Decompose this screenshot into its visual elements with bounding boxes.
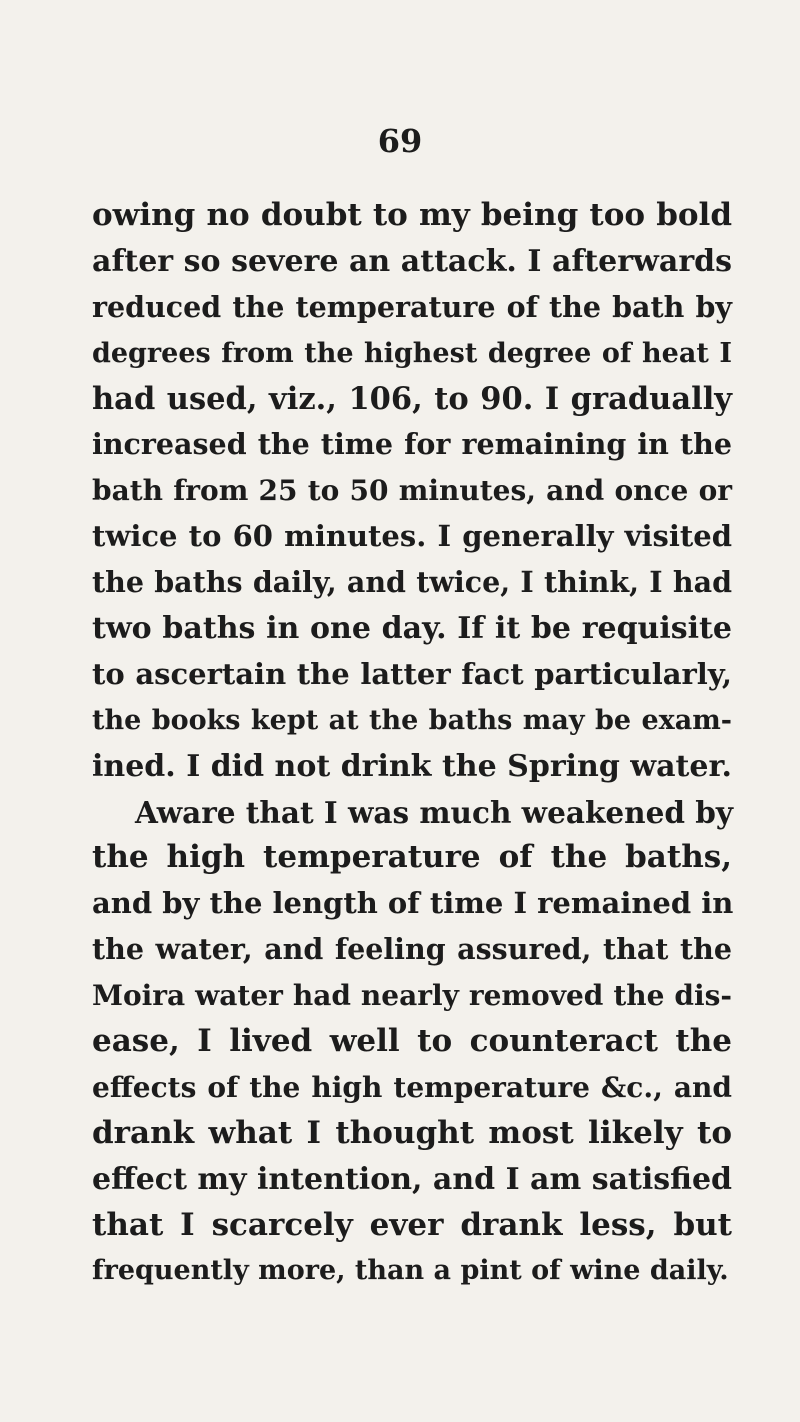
text-line: the baths daily, and twice, I think, I had <box>92 565 732 600</box>
text-line: owing no doubt to my being too bold <box>92 197 732 233</box>
text-line: effect my intention, and I am satisfied <box>92 1161 733 1197</box>
text-line: ined. I did not drink the Spring water. <box>92 748 732 784</box>
text-line: two baths in one day. If it be requisite <box>92 611 732 647</box>
text-line: effects of the high temperature &c., and <box>92 1070 732 1104</box>
text-line: to ascertain the latter fact particularly, <box>92 656 732 691</box>
text-line: Moira water had nearly removed the dis- <box>92 979 732 1013</box>
text-line: reduced the temperature of the bath by <box>92 289 732 324</box>
paragraph-start-line: Aware that I was much weakened by <box>135 794 734 830</box>
body-text <box>92 193 732 1294</box>
text-line: degrees from the highest degree of heat I <box>92 337 732 369</box>
text-line: bath from 25 to 50 minutes, and once or <box>92 474 732 508</box>
text-line: frequently more, than a pint of wine daily. <box>92 1255 729 1287</box>
text-line: the high temperature of the baths, <box>92 839 732 876</box>
text-line: and by the length of time I remained in <box>92 886 734 921</box>
text-line: had used, viz., 106, to 90. I gradually <box>92 380 732 417</box>
text-line: increased the time for remaining in the <box>92 427 732 462</box>
page-number: 69 <box>377 122 423 160</box>
text-line: the books kept at the baths may be exam- <box>92 704 732 736</box>
text-line: the water, and feeling assured, that the <box>92 932 732 967</box>
text-line: ease, I lived well to counteract the <box>92 1023 732 1060</box>
text-line: drank what I thought most likely to <box>92 1114 732 1151</box>
text-line: that I scarcely ever drank less, but <box>92 1206 732 1243</box>
text-line: after so severe an attack. I afterwards <box>92 243 732 279</box>
text-line: twice to 60 minutes. I generally visited <box>92 519 732 554</box>
